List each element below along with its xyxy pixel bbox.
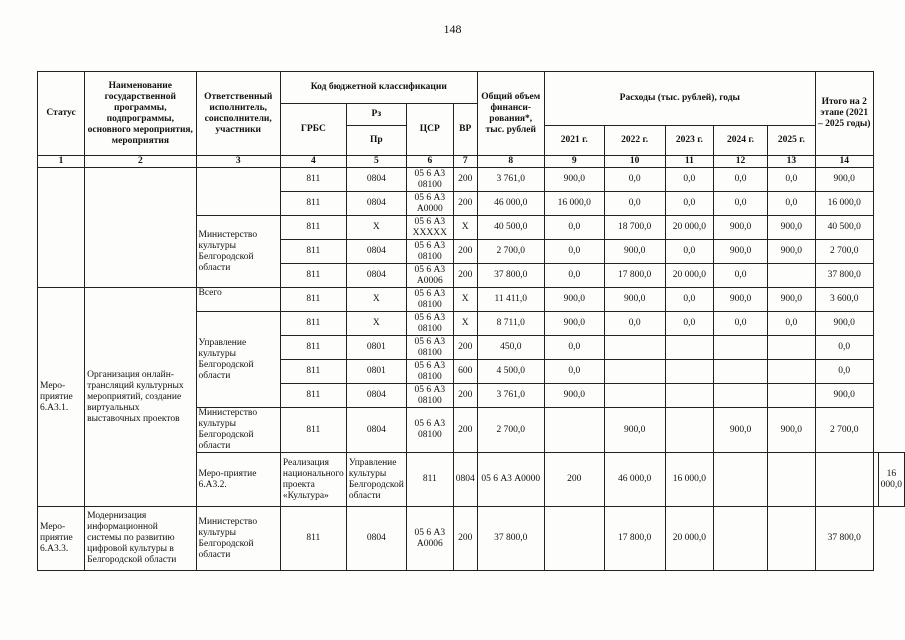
year-2025-cell bbox=[767, 384, 815, 408]
header-budget-code: Код бюджетной классификации bbox=[280, 72, 477, 104]
year-2023-cell bbox=[665, 360, 714, 384]
year-2023-cell: 20 000,0 bbox=[665, 264, 714, 288]
year-2021-cell: 900,0 bbox=[544, 312, 604, 336]
csr-cell: 05 6 А3 08100 bbox=[406, 168, 453, 192]
vr-cell: 200 bbox=[453, 192, 477, 216]
col-number: 1 bbox=[38, 156, 85, 168]
year-2021-cell: 900,0 bbox=[544, 168, 604, 192]
vr-cell: 200 bbox=[453, 264, 477, 288]
year-2022-cell: 18 700,0 bbox=[604, 216, 665, 240]
grbs-cell: 811 bbox=[280, 192, 346, 216]
total-volume-cell: 3 761,0 bbox=[477, 168, 544, 192]
header-csr: ЦСР bbox=[406, 104, 453, 156]
year-2023-cell: 0,0 bbox=[665, 168, 714, 192]
year-2021-cell: 16 000,0 bbox=[544, 192, 604, 216]
header-name: Наименование государственной программы, подпрограммы, основного мероприятия, мероприятия bbox=[85, 72, 196, 156]
csr-cell: 05 6 А3 А0006 bbox=[406, 507, 453, 571]
rz-cell: 0801 bbox=[346, 336, 406, 360]
total-volume-cell: 46 000,0 bbox=[477, 192, 544, 216]
year-2024-cell: 0,0 bbox=[714, 168, 768, 192]
csr-cell: 05 6 А3 08100 bbox=[406, 336, 453, 360]
year-2025-cell bbox=[767, 336, 815, 360]
page-number: 148 bbox=[443, 22, 462, 36]
stage-total-cell: 40 500,0 bbox=[815, 216, 873, 240]
year-2022-cell: 17 800,0 bbox=[604, 264, 665, 288]
vr-cell: 200 bbox=[453, 336, 477, 360]
year-2023-cell bbox=[767, 453, 815, 507]
year-2024-cell: 900,0 bbox=[714, 216, 768, 240]
header-stage-total: Итого на 2 этапе (2021 – 2025 годы) bbox=[815, 72, 873, 156]
responsible-ministry: Министерство культуры Белгородской области bbox=[196, 507, 280, 571]
year-2023-cell: 0,0 bbox=[665, 288, 714, 312]
year-2021-cell bbox=[544, 408, 604, 453]
vr-cell: Х bbox=[453, 216, 477, 240]
table-row bbox=[38, 168, 905, 192]
status-cell-empty bbox=[38, 168, 85, 288]
year-2021-cell: 900,0 bbox=[544, 384, 604, 408]
csr-cell: 05 6 А3 08100 bbox=[406, 408, 453, 453]
header-expenses: Расходы (тыс. рублей), годы bbox=[544, 72, 815, 126]
name-m1: Организация онлайн-трансляций культурных мероприятий, создание виртуальных выставочных проектов bbox=[85, 288, 196, 507]
grbs-cell: 811 bbox=[406, 453, 453, 507]
status-m3: Меро-приятие 6.А3.3. bbox=[38, 507, 85, 571]
csr-cell: 05 6 А3 ХХХХХ bbox=[406, 216, 453, 240]
vr-cell: 200 bbox=[453, 408, 477, 453]
total-volume-cell: 11 411,0 bbox=[477, 288, 544, 312]
year-2022-cell: 900,0 bbox=[604, 408, 665, 453]
csr-cell: 05 6 А3 08100 bbox=[406, 360, 453, 384]
year-2023-cell: 20 000,0 bbox=[665, 507, 714, 571]
grbs-cell: 811 bbox=[280, 264, 346, 288]
grbs-cell: 811 bbox=[280, 216, 346, 240]
stage-total-cell: 2 700,0 bbox=[815, 408, 873, 453]
year-2025-cell bbox=[767, 507, 815, 571]
rz-cell: 0804 bbox=[346, 264, 406, 288]
responsible-upravlenie: Управление культуры Белгородской области bbox=[196, 312, 280, 408]
col-number: 12 bbox=[714, 156, 768, 168]
header-pr: Пр bbox=[346, 126, 406, 156]
rz-cell: 0801 bbox=[346, 360, 406, 384]
header-year-2022: 2022 г. bbox=[604, 126, 665, 156]
col-number: 8 bbox=[477, 156, 544, 168]
year-2021-cell: 0,0 bbox=[544, 360, 604, 384]
year-2022-cell bbox=[604, 384, 665, 408]
header-year-2023: 2023 г. bbox=[665, 126, 714, 156]
csr-cell: 05 6 А3 08100 bbox=[406, 288, 453, 312]
responsible-vsego: Всего bbox=[196, 288, 280, 312]
name-m3: Модернизация информационной системы по развитию цифровой культуры в Белгородской области bbox=[85, 507, 196, 571]
total-volume-cell: 37 800,0 bbox=[477, 264, 544, 288]
total-volume-cell: 8 711,0 bbox=[477, 312, 544, 336]
year-2023-cell bbox=[665, 336, 714, 360]
col-number: 5 bbox=[346, 156, 406, 168]
year-2024-cell: 900,0 bbox=[714, 408, 768, 453]
year-2022-cell: 900,0 bbox=[604, 288, 665, 312]
stage-total-cell: 37 800,0 bbox=[815, 264, 873, 288]
header-vr: ВР bbox=[453, 104, 477, 156]
col-number: 3 bbox=[196, 156, 280, 168]
name-m2: Реализация национального проекта «Культура» bbox=[280, 453, 346, 507]
table-row bbox=[38, 288, 905, 312]
year-2021-cell: 900,0 bbox=[544, 288, 604, 312]
col-number: 11 bbox=[665, 156, 714, 168]
col-number: 7 bbox=[453, 156, 477, 168]
year-2024-cell: 0,0 bbox=[714, 264, 768, 288]
rz-cell: 0804 bbox=[453, 453, 477, 507]
year-2023-cell bbox=[665, 384, 714, 408]
year-2025-cell bbox=[767, 360, 815, 384]
table-row bbox=[38, 507, 905, 571]
stage-total-cell: 900,0 bbox=[815, 312, 873, 336]
year-2021-cell: 0,0 bbox=[544, 240, 604, 264]
col-number: 10 bbox=[604, 156, 665, 168]
stage-total-cell: 16 000,0 bbox=[878, 453, 904, 507]
rz-cell: 0804 bbox=[346, 168, 406, 192]
year-2023-cell: 0,0 bbox=[665, 240, 714, 264]
total-volume-cell: 450,0 bbox=[477, 336, 544, 360]
grbs-cell: 811 bbox=[280, 408, 346, 453]
year-2022-cell bbox=[604, 360, 665, 384]
rz-cell: 0804 bbox=[346, 192, 406, 216]
year-2024-cell bbox=[714, 384, 768, 408]
csr-cell: 05 6 А3 А0000 bbox=[477, 453, 544, 507]
rz-cell: Х bbox=[346, 312, 406, 336]
vr-cell: Х bbox=[453, 288, 477, 312]
budget-table bbox=[37, 71, 905, 571]
stage-total-cell: 3 600,0 bbox=[815, 288, 873, 312]
year-2024-cell: 0,0 bbox=[714, 192, 768, 216]
col-number: 6 bbox=[406, 156, 453, 168]
year-2024-cell: 900,0 bbox=[714, 240, 768, 264]
year-2025-cell: 0,0 bbox=[767, 312, 815, 336]
year-2022-cell: 0,0 bbox=[604, 192, 665, 216]
year-2025-cell: 900,0 bbox=[767, 240, 815, 264]
year-2021-cell bbox=[544, 507, 604, 571]
grbs-cell: 811 bbox=[280, 312, 346, 336]
col-number: 4 bbox=[280, 156, 346, 168]
year-2024-cell: 0,0 bbox=[714, 312, 768, 336]
year-2025-cell: 0,0 bbox=[767, 192, 815, 216]
year-2021-cell: 0,0 bbox=[544, 336, 604, 360]
year-2024-cell bbox=[714, 336, 768, 360]
grbs-cell: 811 bbox=[280, 336, 346, 360]
year-2025-cell: 900,0 bbox=[767, 408, 815, 453]
vr-cell: 200 bbox=[453, 507, 477, 571]
total-volume-cell: 46 000,0 bbox=[604, 453, 665, 507]
rz-cell: 0804 bbox=[346, 240, 406, 264]
col-number: 14 bbox=[815, 156, 873, 168]
year-2025-cell: 900,0 bbox=[767, 216, 815, 240]
stage-total-cell: 2 700,0 bbox=[815, 240, 873, 264]
rz-cell: 0804 bbox=[346, 408, 406, 453]
header-total-volume: Общий объем финанси-рования*, тыс. рублей bbox=[477, 72, 544, 156]
year-2023-cell: 0,0 bbox=[665, 192, 714, 216]
grbs-cell: 811 bbox=[280, 360, 346, 384]
stage-total-cell: 900,0 bbox=[815, 168, 873, 192]
total-volume-cell: 3 761,0 bbox=[477, 384, 544, 408]
year-2023-cell: 20 000,0 bbox=[665, 216, 714, 240]
vr-cell: 200 bbox=[544, 453, 604, 507]
header-grbs: ГРБС bbox=[280, 104, 346, 156]
status-m2: Меро-приятие 6.А3.2. bbox=[196, 453, 280, 507]
csr-cell: 05 6 А3 А0006 bbox=[406, 264, 453, 288]
rz-cell: 0804 bbox=[346, 507, 406, 571]
header-status: Статус bbox=[38, 72, 85, 156]
year-2024-cell bbox=[714, 360, 768, 384]
stage-total-cell: 37 800,0 bbox=[815, 507, 873, 571]
col-number: 13 bbox=[767, 156, 815, 168]
year-2022-cell: 900,0 bbox=[604, 240, 665, 264]
rz-cell: Х bbox=[346, 216, 406, 240]
stage-total-cell: 900,0 bbox=[815, 384, 873, 408]
name-cell-empty bbox=[85, 168, 196, 288]
year-2025-cell bbox=[767, 264, 815, 288]
year-2022-cell bbox=[714, 453, 768, 507]
csr-cell: 05 6 А3 А0000 bbox=[406, 192, 453, 216]
csr-cell: 05 6 А3 08100 bbox=[406, 384, 453, 408]
vr-cell: 200 bbox=[453, 240, 477, 264]
total-volume-cell: 37 800,0 bbox=[477, 507, 544, 571]
grbs-cell: 811 bbox=[280, 507, 346, 571]
header-year-2025: 2025 г. bbox=[767, 126, 815, 156]
vr-cell: 200 bbox=[453, 168, 477, 192]
year-2021-cell: 16 000,0 bbox=[665, 453, 714, 507]
year-2024-cell bbox=[714, 507, 768, 571]
stage-total-cell: 0,0 bbox=[815, 360, 873, 384]
vr-cell: Х bbox=[453, 312, 477, 336]
year-2024-cell bbox=[815, 453, 873, 507]
responsible-upravlenie: Управление культуры Белгородской области bbox=[346, 453, 406, 507]
total-volume-cell: 2 700,0 bbox=[477, 240, 544, 264]
status-m1: Меро-приятие 6.А3.1. bbox=[38, 288, 85, 507]
rz-cell: 0804 bbox=[346, 384, 406, 408]
year-2024-cell: 900,0 bbox=[714, 288, 768, 312]
responsible-ministry: Министерство культуры Белгородской области bbox=[196, 216, 280, 288]
year-2022-cell: 0,0 bbox=[604, 312, 665, 336]
year-2022-cell bbox=[604, 336, 665, 360]
total-volume-cell: 2 700,0 bbox=[477, 408, 544, 453]
year-2022-cell: 17 800,0 bbox=[604, 507, 665, 571]
header-year-2021: 2021 г. bbox=[544, 126, 604, 156]
stage-total-cell: 16 000,0 bbox=[815, 192, 873, 216]
vr-cell: 200 bbox=[453, 384, 477, 408]
year-2022-cell: 0,0 bbox=[604, 168, 665, 192]
year-2023-cell: 0,0 bbox=[665, 312, 714, 336]
header-year-2024: 2024 г. bbox=[714, 126, 768, 156]
year-2023-cell bbox=[665, 408, 714, 453]
header-rz: Рз bbox=[346, 104, 406, 126]
csr-cell: 05 6 А3 08100 bbox=[406, 240, 453, 264]
responsible-cell-empty bbox=[196, 168, 280, 216]
grbs-cell: 811 bbox=[280, 288, 346, 312]
stage-total-cell: 0,0 bbox=[815, 336, 873, 360]
col-number: 9 bbox=[544, 156, 604, 168]
grbs-cell: 811 bbox=[280, 384, 346, 408]
grbs-cell: 811 bbox=[280, 240, 346, 264]
csr-cell: 05 6 А3 08100 bbox=[406, 312, 453, 336]
column-numbers-row bbox=[38, 156, 905, 168]
year-2021-cell: 0,0 bbox=[544, 216, 604, 240]
year-2025-cell: 0,0 bbox=[767, 168, 815, 192]
responsible-ministry: Министерство культуры Белгородской области bbox=[196, 408, 280, 453]
grbs-cell: 811 bbox=[280, 168, 346, 192]
col-number: 2 bbox=[85, 156, 196, 168]
year-2021-cell: 0,0 bbox=[544, 264, 604, 288]
vr-cell: 600 bbox=[453, 360, 477, 384]
total-volume-cell: 4 500,0 bbox=[477, 360, 544, 384]
total-volume-cell: 40 500,0 bbox=[477, 216, 544, 240]
year-2025-cell: 900,0 bbox=[767, 288, 815, 312]
header-responsible: Ответственный исполнитель, соисполнители, участники bbox=[196, 72, 280, 156]
rz-cell: Х bbox=[346, 288, 406, 312]
